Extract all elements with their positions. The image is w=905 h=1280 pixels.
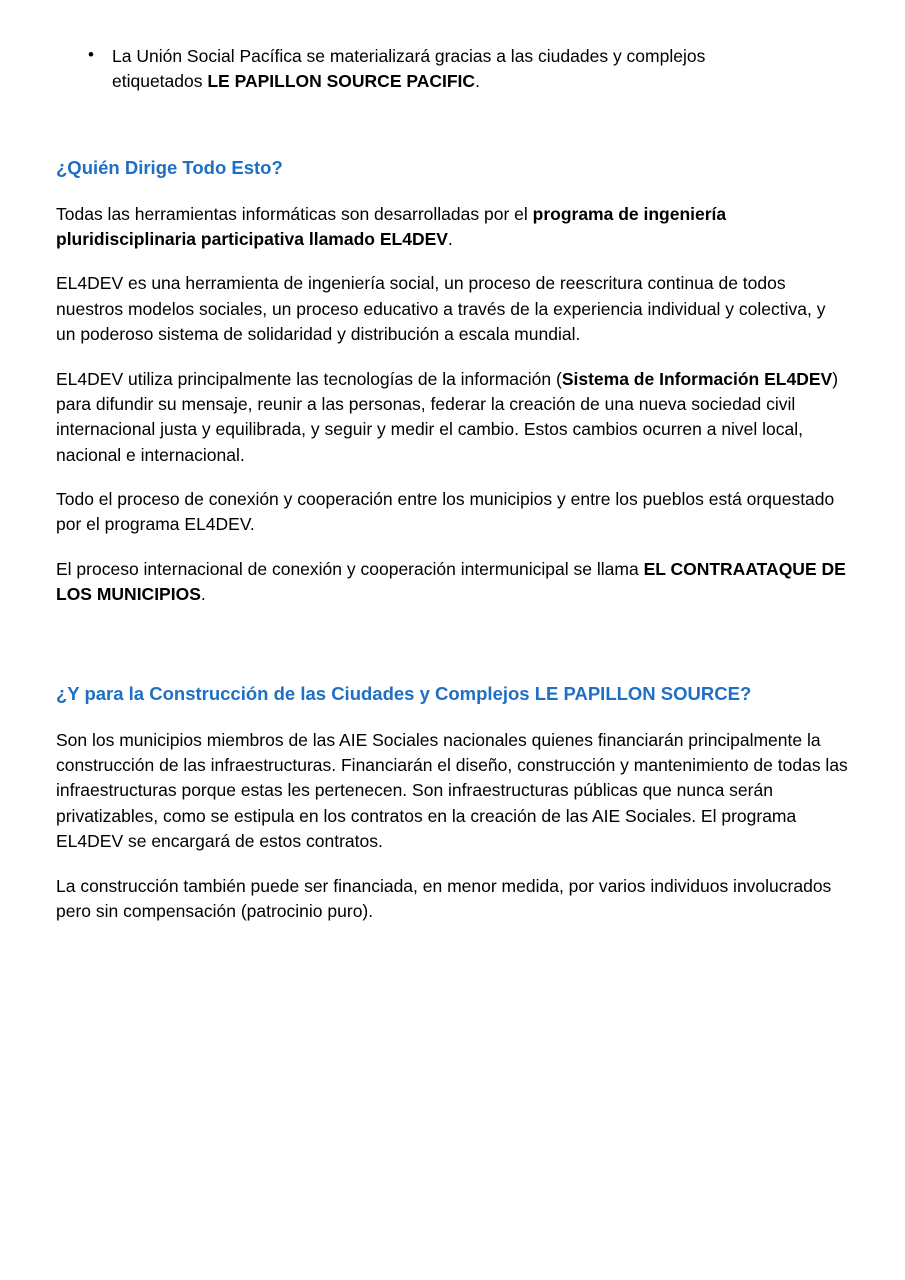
- paragraph: [56, 202, 849, 253]
- paragraph-text-pre: El proceso internacional de conexión y cooperación intermunicipal se llama: [56, 558, 644, 579]
- section-spacer: [56, 608, 849, 682]
- paragraph-text-pre: EL4DEV utiliza principalmente las tecnologías de la información (: [56, 368, 562, 389]
- paragraph-text-bold: EL CONTRAATAQUE DE LOS MUNICIPIOS: [56, 558, 846, 605]
- bullet-text-before: La Unión Social Pacífica se materializará gracias a las ciudades y complejos etiquetados: [112, 46, 706, 91]
- bullet-list: [56, 44, 849, 94]
- section-construccion-ciudades: [56, 682, 849, 925]
- paragraph-text-pre: Son los municipios miembros de las AIE Sociales nacionales quienes financiarán principalmente la construcción de las infraestructuras. Financiarán el diseño, construcción y mantenimiento de todas las infraestructuras porque estas les pertenecen. Son infraestructuras públicas que nunca serán privatizables, como se estipula en los contratos en la creación de las AIE Sociales. El programa EL4DEV se encargará de estos contratos.: [56, 729, 848, 852]
- paragraph-text-bold: Sistema de Información EL4DEV: [561, 368, 833, 389]
- section-heading: ¿Quién Dirige Todo Esto?: [56, 156, 283, 178]
- paragraph-text-post: .: [200, 584, 206, 605]
- section-quien-dirige: [56, 156, 849, 608]
- paragraph-text-post: ) para difundir su mensaje, reunir a las personas, federar la creación de una nueva sociedad civil internacional justa y equilibrada, y seguir y medir el cambio. Estos cambios ocurren a nivel local, nacional e internacional.: [56, 368, 839, 465]
- paragraph: [56, 874, 849, 925]
- section-heading: ¿Y para la Construcción de las Ciudades y Complejos LE PAPILLON SOURCE?: [56, 682, 752, 704]
- paragraph-text-pre: Todo el proceso de conexión y cooperación entre los municipios y entre los pueblos está orquestado por el programa EL4DEV.: [56, 489, 835, 535]
- paragraph: [56, 367, 849, 469]
- bullet-text-after: .: [475, 70, 480, 91]
- paragraph-text-pre: EL4DEV es una herramienta de ingeniería social, un proceso de reescritura continua de todos nuestros modelos sociales, un proceso educativo a través de la experiencia individual y colectiva, y un poderoso sistema de solidaridad y distribución a escala mundial.: [56, 273, 826, 345]
- paragraph: [56, 487, 849, 538]
- paragraph-text-pre: Todas las herramientas informáticas son desarrolladas por el: [56, 203, 533, 224]
- paragraph-text-bold: programa de ingeniería pluridisciplinaria participativa llamado EL4DEV: [56, 203, 727, 250]
- bullet-text-bold: LE PAPILLON SOURCE PACIFIC: [207, 70, 476, 91]
- section-spacer: [56, 94, 849, 156]
- paragraph: [56, 271, 849, 347]
- paragraph: [56, 728, 849, 855]
- paragraph-text-post: .: [447, 229, 453, 250]
- list-item: [56, 44, 849, 94]
- paragraph: [56, 557, 849, 608]
- paragraph-text-pre: La construcción también puede ser financiada, en menor medida, por varios individuos involucrados pero sin compensación (patrocinio puro).: [56, 875, 832, 921]
